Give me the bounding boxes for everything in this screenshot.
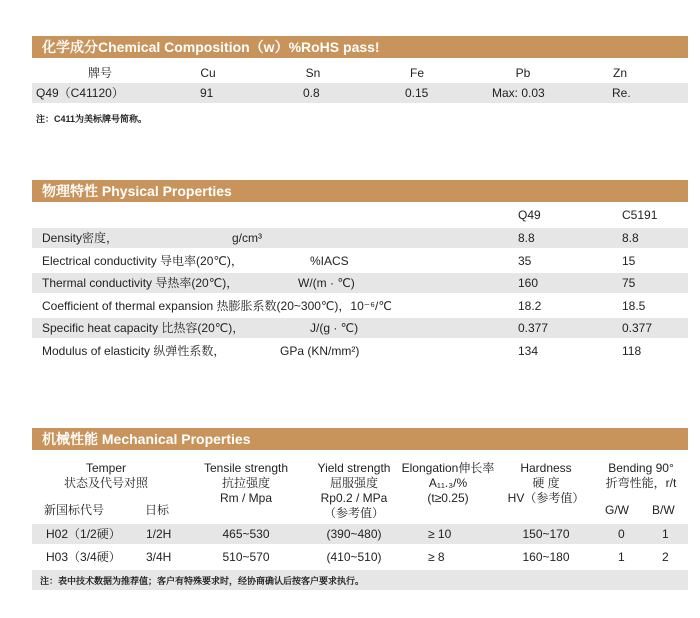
chemical-note: 注：C411为美标牌号简称。	[36, 114, 148, 124]
mech-row-yield: (410~510)	[326, 550, 382, 564]
phys-row-name: Specific heat capacity 比热容(20℃)，	[42, 321, 245, 335]
mech-row-gw: 1	[618, 550, 625, 564]
chem-header-zn: Zn	[612, 66, 627, 80]
chem-cell-grade: Q49（C41120）	[36, 86, 124, 100]
chem-header-fe: Fe	[409, 66, 424, 80]
chem-cell-sn: 0.8	[303, 86, 320, 100]
phys-row-unit: GPa (KN/mm²)	[280, 344, 360, 358]
mech-header-elongation-cond: (t≥0.25)	[427, 491, 469, 505]
mech-header-jis: 日标	[145, 503, 170, 517]
mechanical-section-title: 机械性能 Mechanical Properties	[32, 428, 688, 450]
mech-header-temper-cn: 状态及代号对照	[63, 476, 148, 490]
phys-row-q49: 134	[518, 344, 539, 358]
phys-row-name: Modulus of elasticity 纵弹性系数，	[42, 344, 226, 358]
phys-row-c5191: 15	[622, 254, 636, 268]
chem-header-pb: Pb	[515, 66, 531, 80]
mech-row-yield: (390~480)	[326, 527, 382, 541]
chemical-section-title: 化学成分Chemical Composition（w）%RoHS pass!	[32, 36, 688, 58]
phys-row-unit: g/cm³	[232, 231, 262, 245]
mech-header-bending-cn: 折弯性能，r/t	[605, 476, 677, 490]
mech-row-bw: 2	[662, 550, 669, 564]
mech-header-tensile-unit: Rm / Mpa	[219, 491, 272, 505]
mech-header-temper: Temper	[85, 461, 126, 475]
phys-row-name: Electrical conductivity 导电率(20℃)，	[42, 254, 243, 268]
chem-header-cu: Cu	[200, 66, 216, 80]
mech-header-bw: B/W	[652, 503, 675, 517]
phys-row-q49: 18.2	[518, 299, 542, 313]
mech-row-tensile: 465~530	[222, 527, 270, 541]
phys-row-unit: W/(m · ℃)	[298, 276, 355, 290]
phys-row-unit: %IACS	[310, 254, 349, 268]
phys-row-name: Thermal conductivity 导热率(20℃)，	[42, 276, 239, 290]
chem-row-band	[32, 83, 688, 103]
mech-row-jis: 1/2H	[146, 527, 172, 541]
phys-header-c5191: C5191	[622, 208, 658, 222]
chem-cell-fe: 0.15	[405, 86, 429, 100]
phys-row-name: Coefficient of thermal expansion 热膨胀系数(20~300℃)，10⁻⁶/℃	[42, 299, 392, 313]
mech-header-tensile: Tensile strength	[203, 461, 289, 475]
mechanical-note: 注：表中技术数据为推荐值；客户有特殊要求时，经协商确认后按客户要求执行。	[40, 576, 365, 586]
mech-header-elongation: Elongation伸长率	[401, 461, 495, 475]
phys-row-unit: J/(g · ℃)	[310, 321, 359, 335]
phys-row-c5191: 0.377	[622, 321, 653, 335]
mech-row-code: H03（3/4硬）	[46, 550, 121, 564]
phys-band	[32, 228, 688, 248]
chem-cell-cu: 91	[200, 86, 214, 100]
phys-row-q49: 160	[518, 276, 539, 290]
mech-row-code: H02（1/2硬）	[46, 527, 121, 541]
mech-row-bw: 1	[662, 527, 669, 541]
mech-header-yield: Yield strength	[317, 461, 391, 475]
mech-row-gw: 0	[618, 527, 625, 541]
mech-header-yield-ref: （参考值）	[323, 506, 384, 520]
mech-row-jis: 3/4H	[146, 550, 172, 564]
chem-cell-pb: Max: 0.03	[492, 86, 545, 100]
mech-header-tensile-cn: 抗拉强度	[221, 476, 270, 490]
mech-row-hardness: 160~180	[522, 550, 570, 564]
phys-row-c5191: 8.8	[622, 231, 639, 245]
mech-row-tensile: 510~570	[222, 550, 270, 564]
phys-row-c5191: 18.5	[622, 299, 646, 313]
phys-row-c5191: 118	[622, 344, 642, 358]
chem-cell-zn: Re.	[612, 86, 631, 100]
phys-row-q49: 0.377	[518, 321, 549, 335]
mech-row-hardness: 150~170	[522, 527, 570, 541]
mech-header-elongation-unit: A₁₁.₃/%	[428, 476, 468, 490]
phys-row-name: Density密度，	[42, 231, 119, 245]
mech-header-yield-cn: 屈服强度	[329, 476, 378, 490]
mech-header-bending: Bending 90°	[608, 461, 674, 475]
phys-row-q49: 8.8	[518, 231, 535, 245]
mech-row-elong: ≥ 8	[428, 550, 445, 564]
mech-header-new-code: 新国标代号	[44, 503, 105, 517]
phys-row-q49: 35	[518, 254, 532, 268]
chem-header-grade: 牌号	[87, 66, 112, 80]
phys-header-q49: Q49	[518, 208, 541, 222]
mech-header-hardness-unit: HV（参考值）	[507, 491, 585, 505]
mech-header-hardness-cn: 硬 度	[532, 476, 560, 490]
mech-header-yield-unit: Rp0.2 / MPa	[320, 491, 388, 505]
phys-row-c5191: 75	[622, 276, 636, 290]
mech-row-elong: ≥ 10	[428, 527, 452, 541]
mech-header-hardness: Hardness	[520, 461, 572, 475]
physical-section-title: 物理特性 Physical Properties	[32, 180, 688, 202]
chem-header-sn: Sn	[305, 66, 321, 80]
mech-header-gw: G/W	[605, 503, 629, 517]
